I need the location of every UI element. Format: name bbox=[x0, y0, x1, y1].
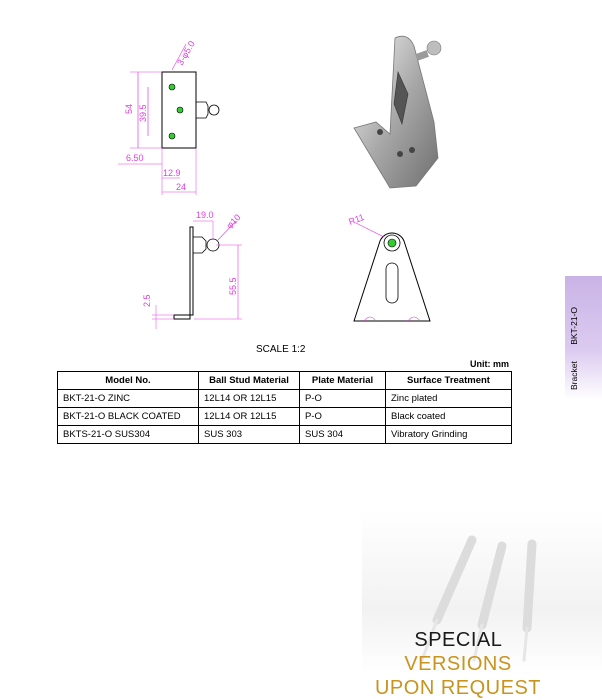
side-view-drawing bbox=[130, 205, 250, 335]
banner-word2: VERSIONS bbox=[404, 653, 512, 675]
dim-radius: R11 bbox=[347, 212, 366, 227]
spec-table bbox=[57, 371, 512, 444]
col-stud: Ball Stud Material bbox=[199, 372, 300, 390]
cell-plate: P-O bbox=[300, 390, 386, 408]
table-header-row bbox=[58, 372, 512, 390]
unit-label: Unit: mm bbox=[470, 359, 509, 369]
special-versions-banner bbox=[362, 628, 554, 700]
dim-height: 54 bbox=[124, 103, 134, 114]
dim-stud-height: 55.5 bbox=[228, 277, 238, 295]
front-view-drawing bbox=[340, 205, 445, 335]
slot bbox=[386, 263, 398, 303]
cell-stud: SUS 303 bbox=[199, 426, 300, 444]
col-surface: Surface Treatment bbox=[386, 372, 512, 390]
tab-code: BKT-21-O bbox=[569, 307, 579, 345]
cell-model: BKTS-21-O SUS304 bbox=[58, 426, 199, 444]
cell-plate: P-O bbox=[300, 408, 386, 426]
bracket-photo bbox=[350, 30, 450, 195]
table-row bbox=[58, 426, 512, 444]
cell-surface: Zinc plated bbox=[386, 390, 512, 408]
hole bbox=[169, 133, 175, 139]
banner-word1: SPECIAL bbox=[414, 629, 502, 651]
dim-edge: 6.50 bbox=[126, 153, 144, 163]
cell-plate: SUS 304 bbox=[300, 426, 386, 444]
dim-pitch: 39.5 bbox=[138, 104, 148, 122]
cell-stud: 12L14 OR 12L15 bbox=[199, 408, 300, 426]
hole bbox=[177, 107, 183, 113]
stud-outline bbox=[196, 102, 208, 118]
table-row bbox=[58, 408, 512, 426]
stud-outline bbox=[193, 237, 206, 253]
side-tab bbox=[565, 276, 602, 400]
drawing-scale: SCALE 1:2 bbox=[256, 344, 306, 355]
hole bbox=[388, 239, 396, 247]
cell-model: BKT-21-O BLACK COATED bbox=[58, 408, 199, 426]
hole bbox=[169, 84, 175, 90]
tab-category: Bracket bbox=[569, 361, 579, 390]
plate-outline bbox=[174, 227, 193, 319]
dim-hole: 3-φ5.0 bbox=[175, 39, 197, 67]
top-view-drawing bbox=[110, 30, 240, 200]
col-plate: Plate Material bbox=[300, 372, 386, 390]
dim-stud-x: 19.0 bbox=[196, 210, 214, 220]
cell-stud: 12L14 OR 12L15 bbox=[199, 390, 300, 408]
cell-model: BKT-21-O ZINC bbox=[58, 390, 199, 408]
dim-stud-offset: 12.9 bbox=[163, 168, 181, 178]
ball-outline bbox=[209, 105, 219, 115]
table-row bbox=[58, 390, 512, 408]
col-model: Model No. bbox=[58, 372, 199, 390]
cell-surface: Vibratory Grinding bbox=[386, 426, 512, 444]
dim-width: 24 bbox=[176, 182, 187, 192]
dim-ball: φ10 bbox=[224, 212, 243, 231]
cell-surface: Black coated bbox=[386, 408, 512, 426]
dim-thickness: 2.5 bbox=[142, 294, 152, 307]
banner-line2: UPON REQUEST bbox=[374, 677, 542, 699]
